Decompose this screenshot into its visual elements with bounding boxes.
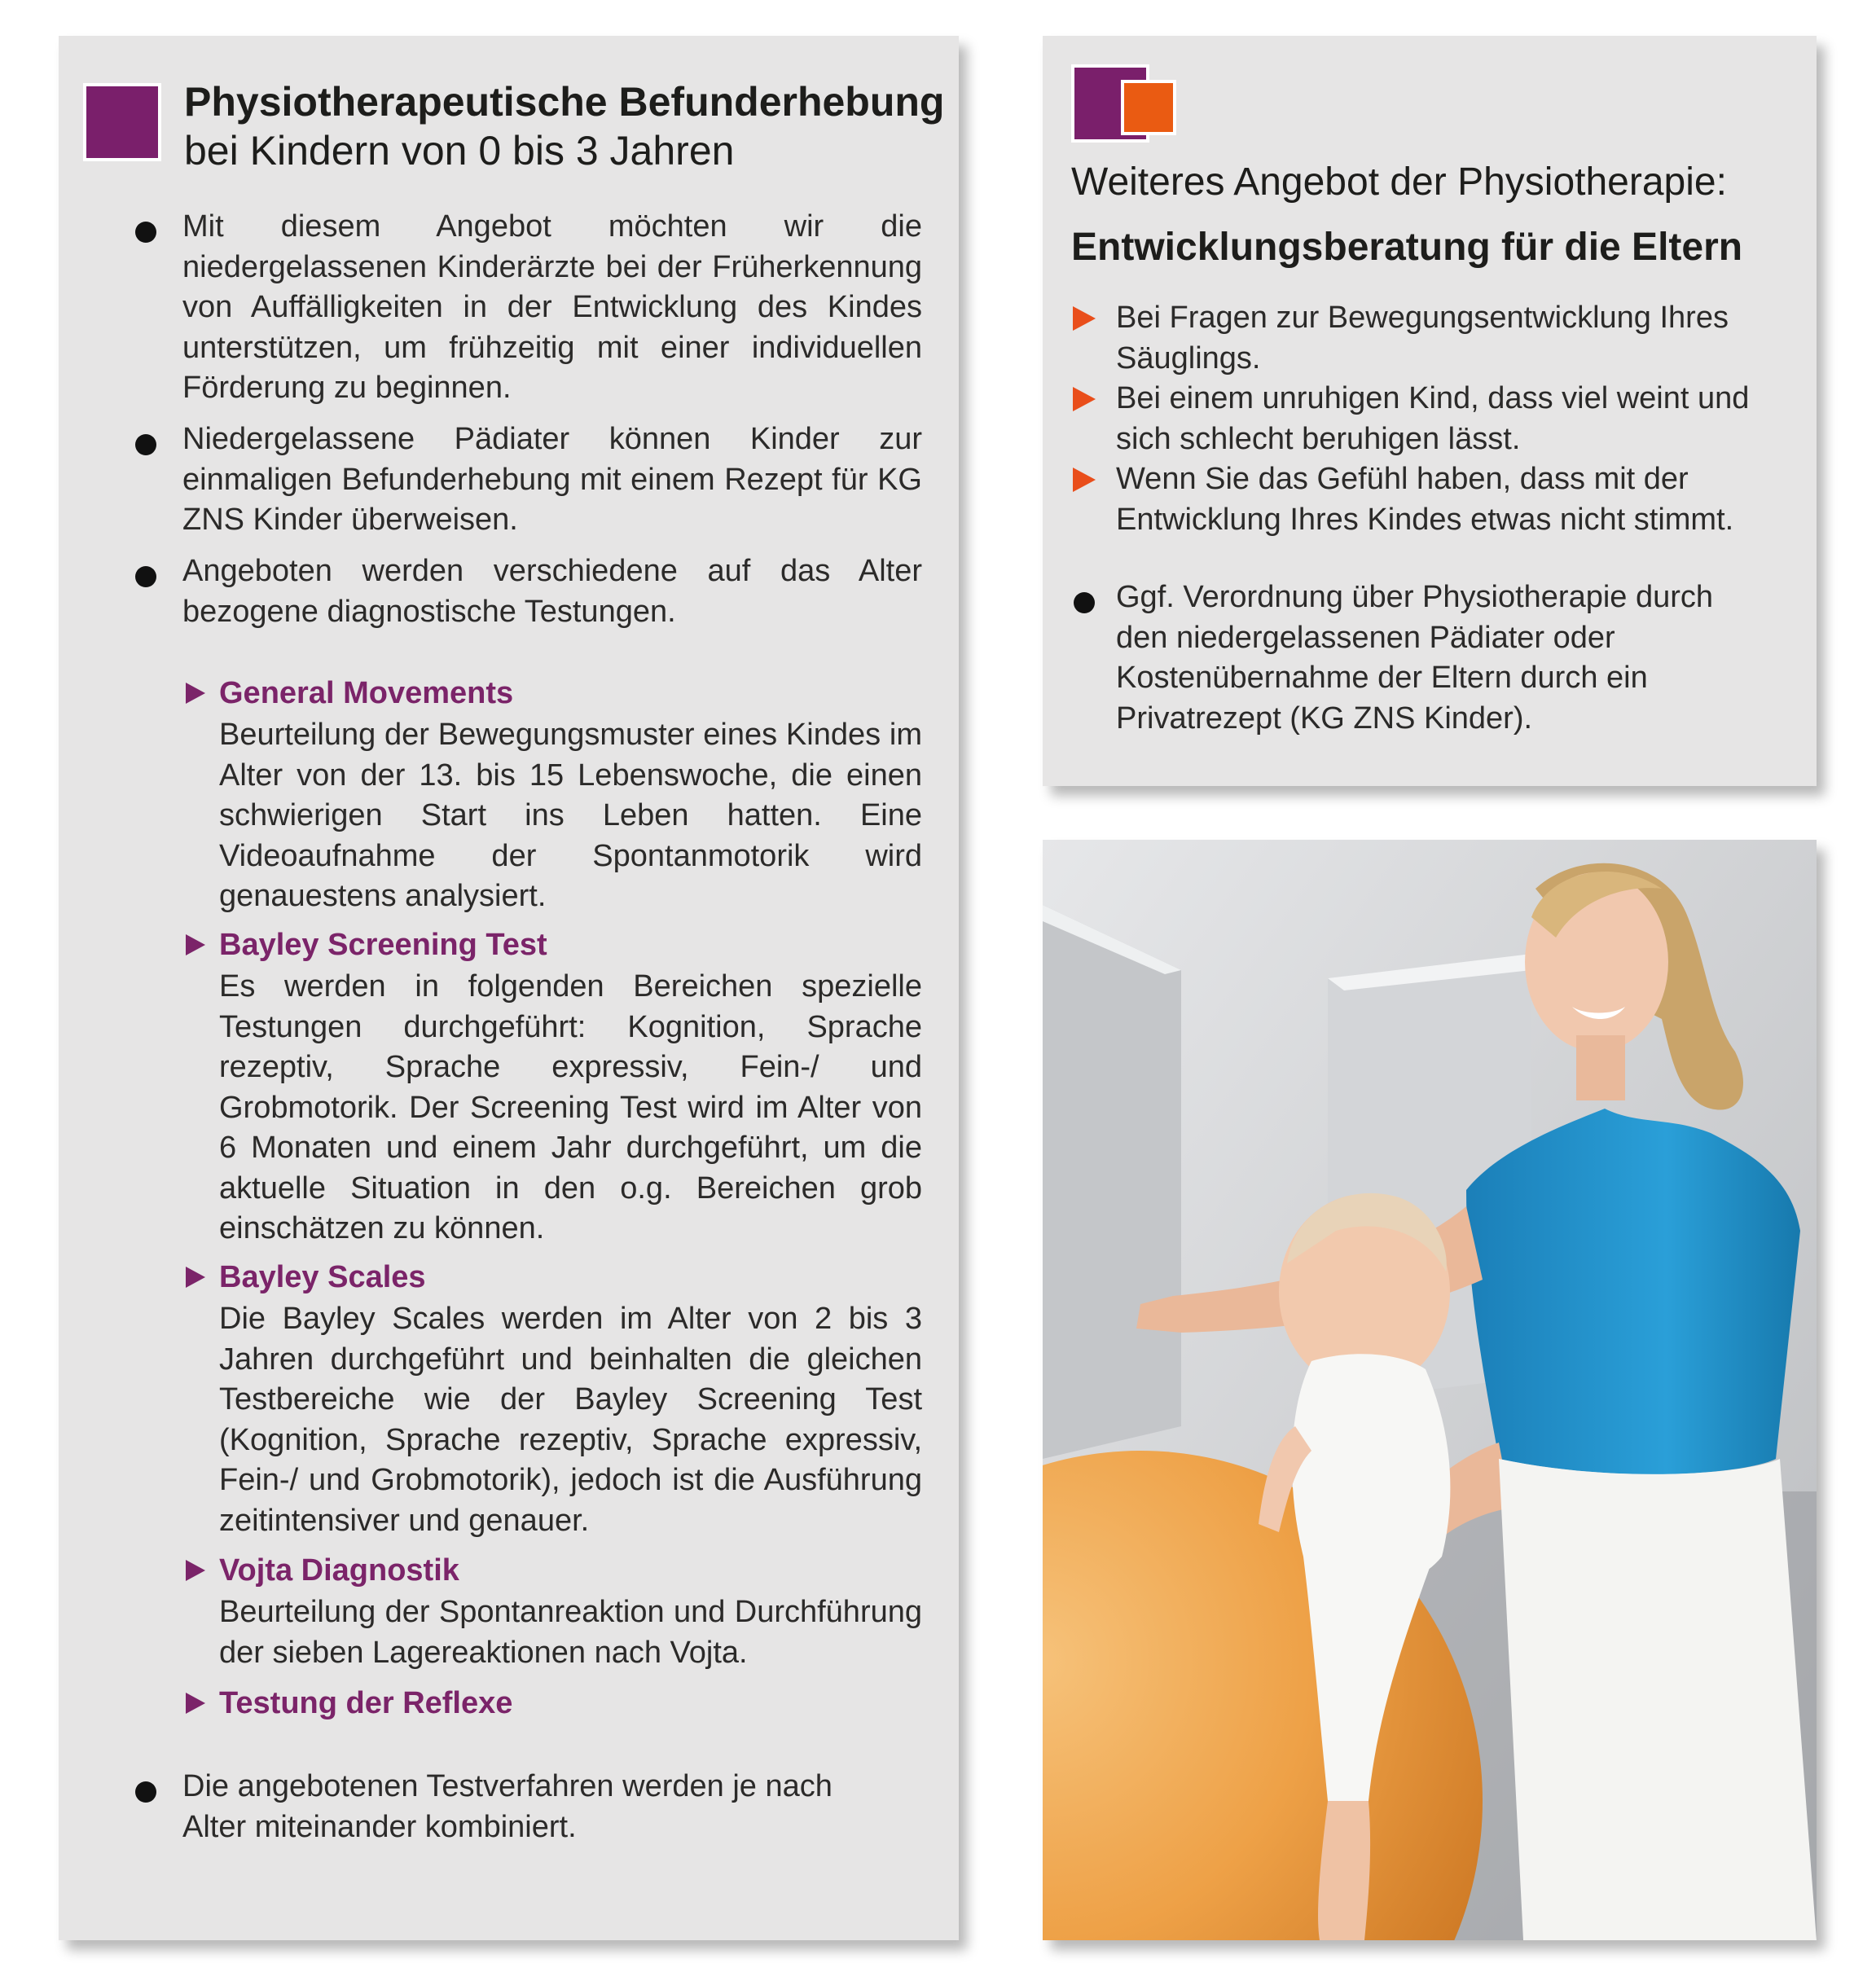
photo-illustration xyxy=(1043,840,1817,1940)
test-heading: Bayley Screening Test xyxy=(219,928,547,962)
advice-item: Bei Fragen zur Bewegungsentwicklung Ihres Säuglings. xyxy=(1116,301,1729,376)
triangle-right-icon xyxy=(186,1267,205,1288)
triangle-right-icon xyxy=(186,683,205,704)
triangle-right-icon xyxy=(186,1693,205,1714)
closing-paragraph: Die angebotenen Testverfahren werden je nach Alter miteinander kombiniert. xyxy=(182,1769,833,1844)
entwicklungsberatung-panel xyxy=(1043,36,1817,786)
panel-subtitle: Weiteres Angebot der Physiotherapie: xyxy=(1071,160,1727,204)
intro-paragraph: Mit diesem Angebot möchten wir die niedergelassenen Kinderärzte bei der Früherkennung von Auffälligkeiten in der Entwicklung des Kindes unterstützen, um frühzeitig mit einer individuellen Förderung zu beginnen. xyxy=(182,209,922,405)
orange-square-icon xyxy=(1121,80,1176,135)
note-paragraph: Ggf. Verordnung über Physiotherapie durch den niedergelassenen Pädiater oder Kostenübernahme der Eltern durch ein Privatrezept (KG ZNS Kinder). xyxy=(1116,580,1714,736)
test-description: Es werden in folgenden Bereichen spezielle Testungen durchgeführt: Kognition, Sprache rezeptiv, Sprache expressiv, Fein-/ und Grobmotorik. Der Screening Test wird im Alter von 6 Monaten und einem Jahr durchgeführt, um die aktuelle Situation in den o.g. Bereichen grob einschätzen zu können. xyxy=(219,969,922,1245)
arrow-right-icon xyxy=(1073,387,1096,411)
test-heading: General Movements xyxy=(219,676,514,710)
test-description: Die Bayley Scales werden im Alter von 2 bis 3 Jahren durchgeführt und beinhalten die gleichen Testbereiche wie der Bayley Screening Test (Kognition, Sprache rezeptiv, Sprache expressiv, Fein-/ und Grobmotorik), jedoch ist die Ausführung zeitintensiver und genauer. xyxy=(219,1302,922,1538)
arrow-right-icon xyxy=(1073,306,1096,331)
bullet-icon xyxy=(1074,592,1095,613)
arrow-right-icon xyxy=(1073,468,1096,492)
advice-item: Bei einem unruhigen Kind, dass viel weint und sich schlecht beruhigen lässt. xyxy=(1116,381,1750,456)
panel-title: Physiotherapeutische Befunderhebung xyxy=(184,79,945,125)
bullet-icon xyxy=(135,434,156,455)
bullet-icon xyxy=(135,1781,156,1803)
photo-mother-baby-gymball xyxy=(1043,840,1817,1940)
panel-subtitle: bei Kindern von 0 bis 3 Jahren xyxy=(184,128,735,173)
advice-item: Wenn Sie das Gefühl haben, dass mit der Entwicklung Ihres Kindes etwas nicht stimmt. xyxy=(1116,462,1734,537)
triangle-right-icon xyxy=(186,1560,205,1581)
triangle-right-icon xyxy=(186,934,205,955)
bullet-icon xyxy=(135,222,156,243)
test-heading: Testung der Reflexe xyxy=(219,1686,513,1720)
befunderhebung-panel xyxy=(59,36,959,1940)
test-description: Beurteilung der Spontanreaktion und Durchführung der sieben Lagereaktionen nach Vojta. xyxy=(219,1595,922,1670)
test-heading: Bayley Scales xyxy=(219,1260,426,1294)
intro-paragraph: Niedergelassene Pädiater können Kinder zur einmaligen Befunderhebung mit einem Rezept für KG ZNS Kinder überweisen. xyxy=(182,422,922,537)
test-heading: Vojta Diagnostik xyxy=(219,1553,459,1588)
test-description: Beurteilung der Bewegungsmuster eines Kindes im Alter von der 13. bis 15 Lebenswoche, die einen schwierigen Start ins Leben hatten. Eine Videoaufnahme der Spontanmotorik wird genauestens analysiert. xyxy=(219,718,922,913)
panel-title: Entwicklungsberatung für die Eltern xyxy=(1071,226,1743,269)
intro-paragraph: Angeboten werden verschiedene auf das Alter bezogene diagnostische Testungen. xyxy=(182,554,922,629)
bullet-icon xyxy=(135,566,156,587)
purple-square-icon xyxy=(83,83,161,161)
